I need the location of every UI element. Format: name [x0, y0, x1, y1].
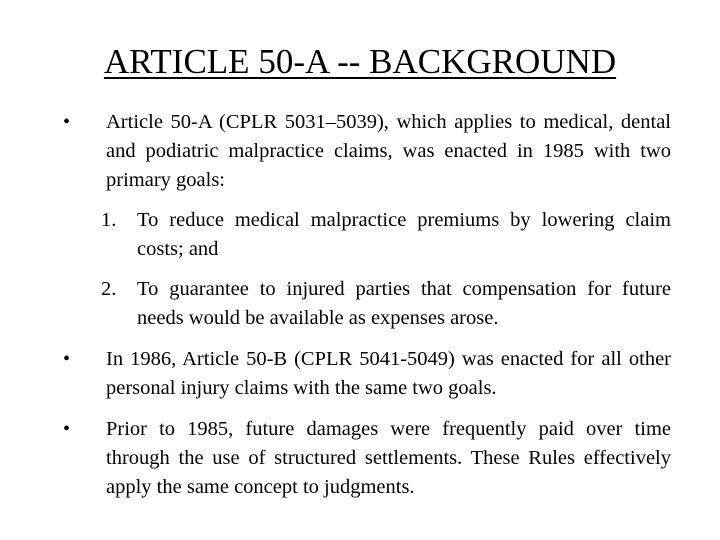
- bullet-marker: •: [63, 348, 71, 370]
- goal-number: 2.: [101, 278, 117, 300]
- slide-title: ARTICLE 50-A -- BACKGROUND: [103, 42, 617, 81]
- goal-text: To reduce medical malpractice premiums by lowering claim costs; and: [137, 209, 671, 260]
- goal-number: 1.: [101, 209, 117, 231]
- bullet-text: Article 50-A (CPLR 5031–5039), which applies to medical, dental and podiatric malpractice claims, was enacted in 1985 with two primary goals:: [106, 111, 671, 191]
- bullet-text: Prior to 1985, future damages were frequently paid over time through the use of structured settlements. These Rules effectively apply the same concept to judgments.: [106, 418, 671, 498]
- goal-text: To guarantee to injured parties that compensation for future needs would be available as expenses arose.: [137, 278, 671, 329]
- bullet-marker: •: [63, 418, 71, 440]
- bullet-marker: •: [63, 111, 71, 133]
- bullet-text: In 1986, Article 50-B (CPLR 5041-5049) was enacted for all other personal injury claims with the same two goals.: [106, 348, 671, 399]
